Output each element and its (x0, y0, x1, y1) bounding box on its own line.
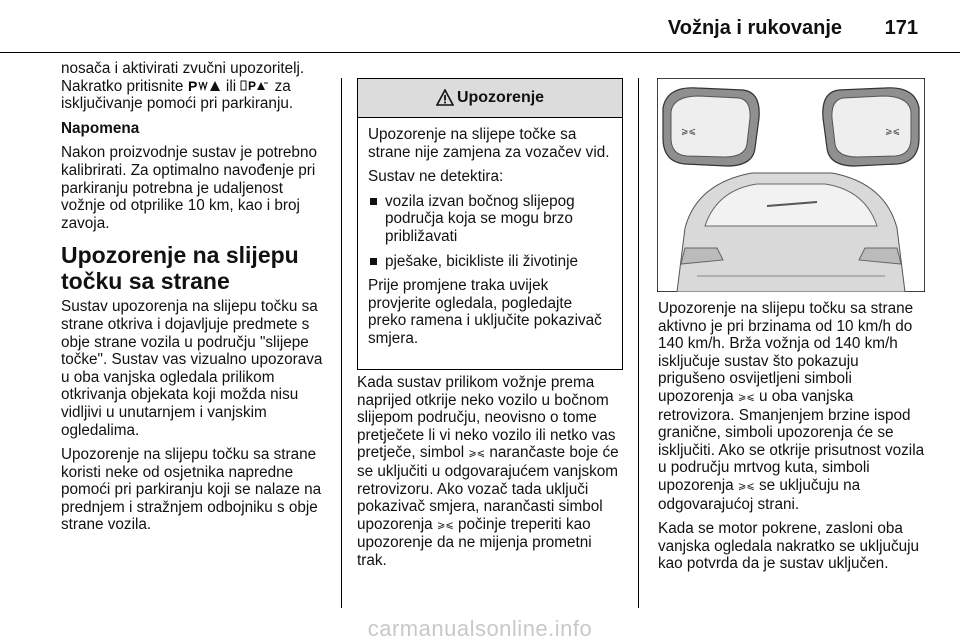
blind-spot-icon: ⩾⩽ (436, 519, 454, 531)
warning-triangle-icon (436, 89, 454, 107)
section-heading: Upozorenje na slijepu točku sa strane (61, 242, 299, 295)
note-text: Nakon proizvodnje sustav je potrebno kalibrirati. Za optimalno navođenje pri parkiranju potrebna je udaljenost vožnje od otprilike 10 km, kao i broj zavoja. (61, 144, 317, 232)
intro-text-3: za isključivanje pomoći pri parkiranju. (61, 77, 294, 113)
middle-paragraph (357, 374, 623, 570)
middle-text-3: počinje treperiti kao upozorenje da ne mijenja prometni trak. (357, 515, 592, 569)
warning-intro: Upozorenje na slijepe točke sa strane nije zamjena za vozačev vid. (368, 126, 610, 161)
right-paragraph-1 (658, 300, 930, 513)
warning-detect-label: Sustav ne detektira: (368, 168, 504, 186)
watermark: carmanualsonline.info (367, 616, 593, 641)
warning-bullet-text: vozila izvan bočnog slijepog područja koja se mogu brzo približavati (385, 192, 575, 245)
middle-text-1: Kada sustav prilikom vožnje prema naprijed otkrije neko vozilo u bočnom slijepom području, neovisno o tome pretječete li vi neko vozilo ili netko vas pretječe, simbol (357, 374, 616, 462)
svg-text:P: P (187, 78, 198, 92)
intro-paragraph (61, 60, 326, 113)
mirror-illustration (657, 78, 925, 292)
warning-bullet (368, 193, 612, 246)
blind-spot-icon: ⩾⩽ (737, 480, 755, 492)
intro-text-1: nosača i aktivirati zvučni upozoritelj. Nakratko pritisnite (61, 60, 305, 95)
header-title: Vožnja i rukovanje (667, 17, 842, 39)
park-assist-icon (188, 79, 222, 92)
warning-bullet (368, 253, 612, 271)
right-text-1: Upozorenje na slijepu točku sa strane aktivno je pri brzinama od 10 km/h do 140 km/h. Brža vožnja od 140 km/h isključuje sustav što pokazuju prigušeno osvijetljeni simboli upozorenja (658, 300, 914, 405)
intro-text-2: ili (225, 77, 241, 95)
column-middle (357, 374, 623, 577)
right-text-3: se uključuju na odgovarajućoj strani. (658, 476, 861, 513)
column-divider-1 (341, 78, 342, 608)
right-text-2: u oba vanjska retrovizora. Smanjenjem brzine ispod granične, simboli upozorenja će se isključiti. Ako se otkrije prisutnost vozila u području mrtvog kuta, simboli upozorenja (658, 387, 925, 494)
bullet-marker (370, 258, 377, 265)
svg-text:⩾⩽: ⩾⩽ (681, 126, 697, 136)
page-header (0, 0, 960, 52)
column-left (61, 60, 326, 541)
warning-header (358, 79, 622, 118)
middle-text-2: narančaste boje će se uključiti u odgovarajućem vanjskom retrovizoru. Ako vozač tada uključi pokazivač smjera, narančasti simbol upozorenja (357, 444, 619, 533)
warning-body (358, 118, 622, 348)
page-number: 171 (884, 17, 918, 39)
svg-text:P: P (248, 78, 257, 92)
note-heading: Napomena (61, 119, 140, 137)
section-paragraph-2: Upozorenje na slijepu točku sa strane koristi neke od osjetnika napredne pomoći pri parkiranju koji se nalaze na prednjem i stražnjem odbojniku s obje strane vozila. (61, 446, 322, 534)
warning-box (357, 78, 623, 370)
blind-spot-icon: ⩾⩽ (737, 391, 755, 403)
warning-bullet-text: pješake, bicikliste ili životinje (385, 252, 578, 270)
column-divider-2 (638, 78, 639, 608)
blind-spot-icon: ⩾⩽ (468, 448, 486, 460)
column-right (658, 300, 930, 580)
svg-text:⩾⩽: ⩾⩽ (885, 126, 901, 136)
bullet-marker (370, 198, 377, 205)
header-divider (0, 52, 960, 53)
right-paragraph-2: Kada se motor pokrene, zasloni oba vanjska ogledala nakratko se uključuju kao potvrda da je sustav uključen. (658, 520, 920, 573)
park-assist-alt-icon (240, 79, 270, 92)
warning-outro: Prije promjene traka uvijek provjerite ogledala, pogledajte preko ramena i uključite pokazivač smjera. (368, 277, 602, 347)
warning-title: Upozorenje (456, 89, 545, 106)
section-paragraph-1: Sustav upozorenja na slijepu točku sa strane otkriva i dojavljuje predmete s obje strane vozila u području "slijepe točke". Sustav vas vizualno upozorava u oba vanjska ogledala prilikom otkrivanja objekata koji možda nisu vidljivi u unutarnjem i vanjskim ogledalima. (61, 298, 323, 439)
